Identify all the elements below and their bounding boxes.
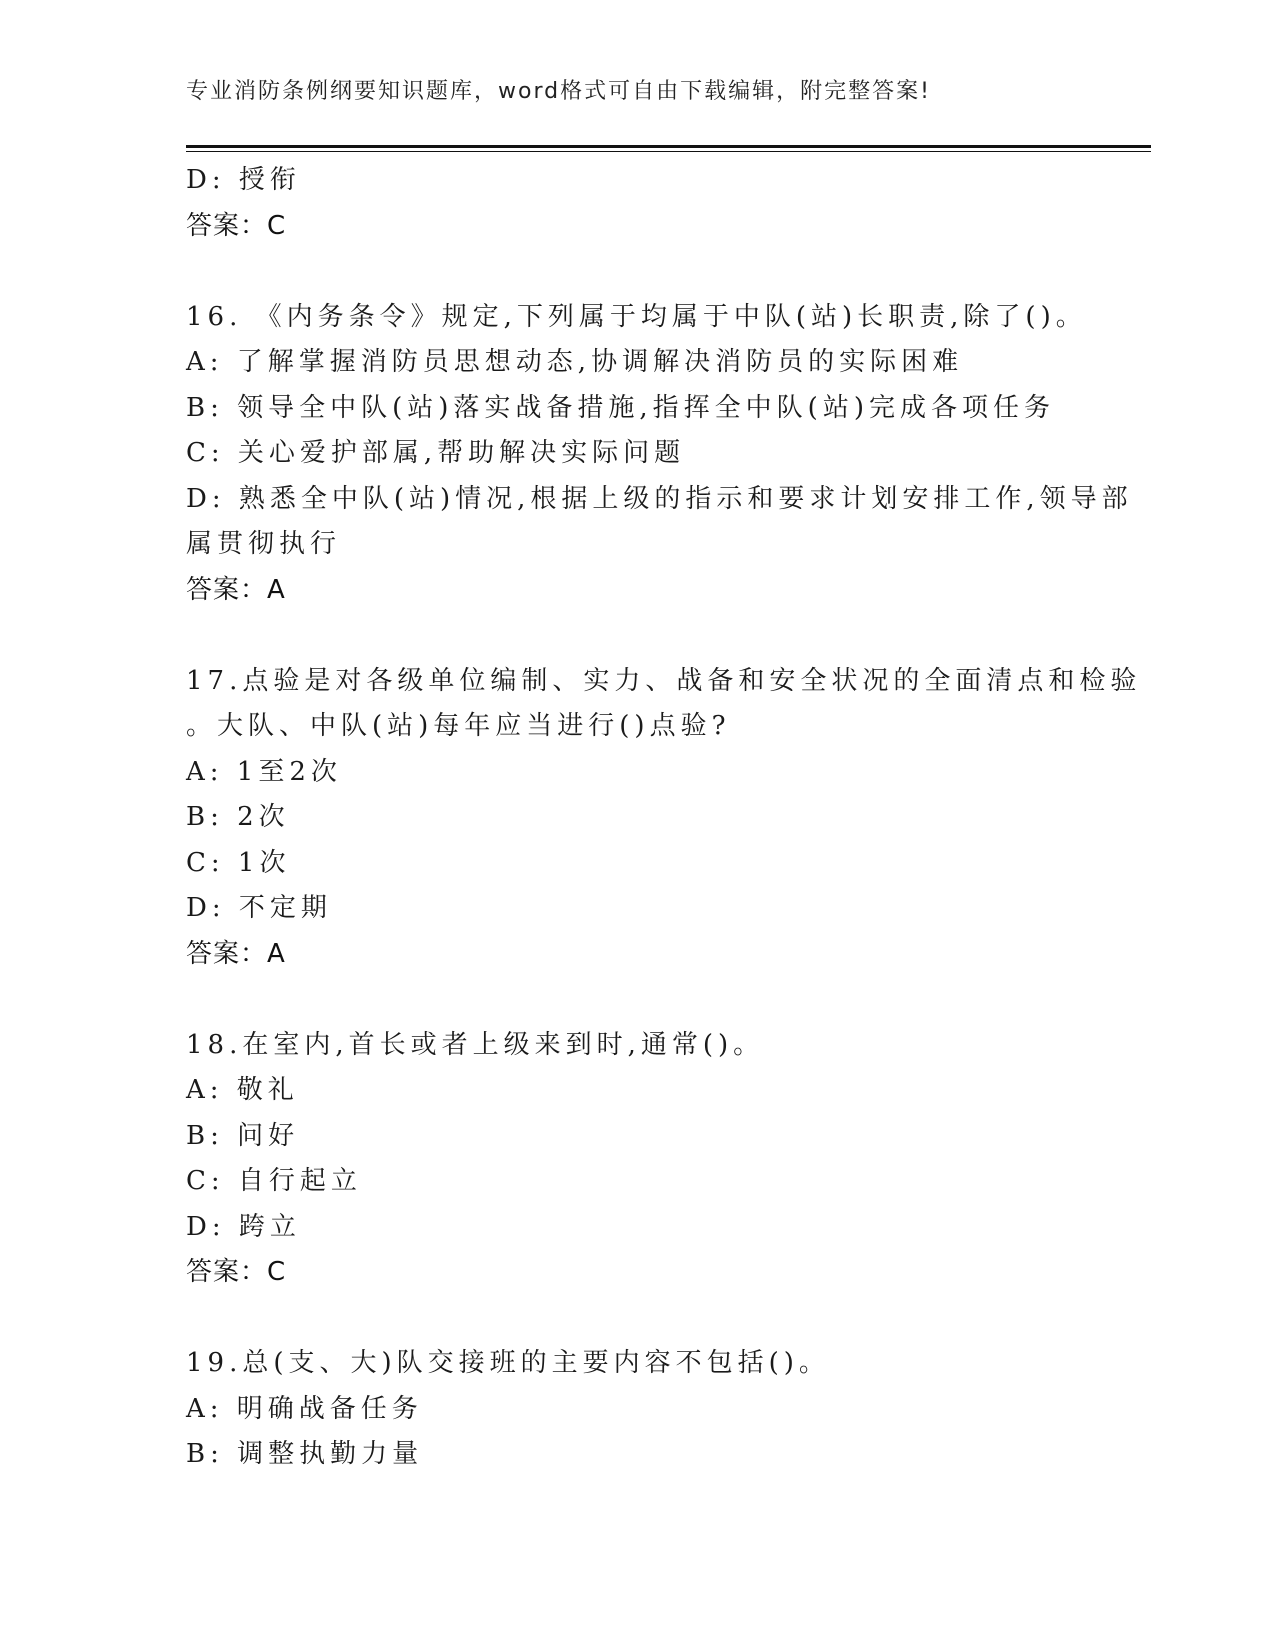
spacer <box>186 977 1086 1023</box>
option-b: B: 调整执勤力量 <box>186 1439 424 1469</box>
option-a: A: 明确战备任务 <box>186 1393 423 1424</box>
header-rule-thin <box>186 151 1151 152</box>
header-rule-thick <box>186 145 1151 148</box>
spacer <box>186 1296 1086 1342</box>
option-d: D: 不定期 <box>186 893 332 923</box>
answer: 答案：A <box>186 938 286 969</box>
answer: 答案：C <box>186 1257 287 1287</box>
question-18-stem: 18.在室内,首长或者上级来到时,通常()。 <box>186 1029 765 1060</box>
option-c: C: 自行起立 <box>186 1166 362 1196</box>
answer: 答案：C <box>186 210 287 241</box>
question-16-stem: 16. 《内务条令》规定,下列属于均属于中队(站)长职责,除了()。 <box>186 301 1087 332</box>
option-c: C: 关心爱护部属,帮助解决实际问题 <box>186 438 686 468</box>
option-b: B: 领导全中队(站)落实战备措施,指挥全中队(站)完成各项任务 <box>186 392 1055 423</box>
question-17-stem-continued: 。大队、中队(站)每年应当进行()点验? <box>186 711 731 741</box>
spacer <box>186 613 1086 659</box>
option-a: A: 了解掌握消防员思想动态,协调解决消防员的实际困难 <box>186 347 964 377</box>
option-a: A: 敬礼 <box>186 1075 299 1105</box>
option-d: D: 授衔 <box>186 165 301 195</box>
option-c: C: 1次 <box>186 847 291 878</box>
option-b: B: 2次 <box>186 802 290 832</box>
option-b: B: 问好 <box>186 1120 300 1151</box>
answer: 答案：A <box>186 574 286 605</box>
option-a: A: 1至2次 <box>186 756 342 787</box>
page-header: 专业消防条例纲要知识题库，word格式可自由下载编辑，附完整答案! <box>186 79 931 104</box>
option-d: D: 熟悉全中队(站)情况,根据上级的指示和要求计划安排工作,领导部 <box>186 483 1133 514</box>
question-17-stem: 17.点验是对各级单位编制、实力、战备和安全状况的全面清点和检验 <box>186 665 1142 696</box>
option-d-continued: 属贯彻执行 <box>186 529 342 559</box>
question-list <box>186 158 1142 1478</box>
question-19-stem: 19.总(支、大)队交接班的主要内容不包括()。 <box>186 1348 830 1378</box>
option-d: D: 跨立 <box>186 1211 301 1242</box>
spacer <box>186 249 1086 295</box>
